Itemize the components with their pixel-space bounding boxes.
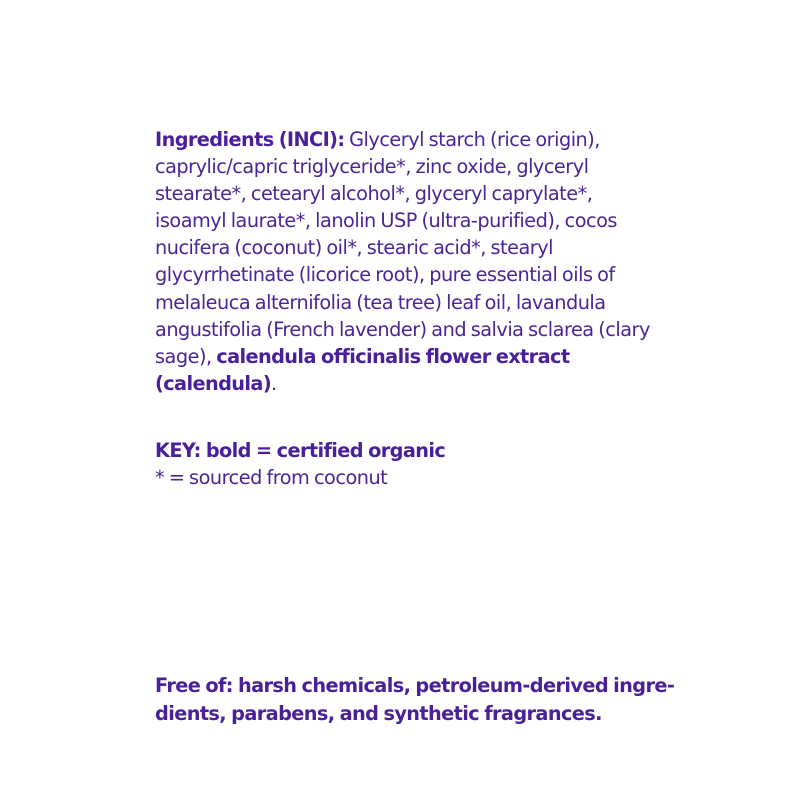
ingredients-label: Ingredients (INCI): <box>155 128 345 151</box>
key-note: * = sourced from coconut <box>155 466 388 490</box>
ingredients-paragraph <box>155 126 650 397</box>
key-legend <box>155 437 650 491</box>
key-title: KEY: bold = certified organic <box>155 439 446 462</box>
organic-ingredient: calendula officinalis flower extract (calendula) <box>155 344 570 395</box>
ingredients-list: Glyceryl starch (rice origin), caprylic/capric triglyceride*, zinc oxide, glyceryl stearate*, cetearyl alcohol*, glyceryl caprylate*, isoamyl laurate*, lanolin USP (ultra-purified), cocos nucifera (coconut) oil*, stearic acid*, stearyl glycyrrhetinate (licorice root), pure essential oils of melaleuca alternifolia (tea tree) leaf oil, lavandula angustifolia (French lavender) and salvia sclarea (clary sage), <box>155 128 650 368</box>
free-of-statement: Free of: harsh chemicals, petroleum-derived ingre-dients, parabens, and synthetic fragrances. <box>155 674 675 725</box>
ingredients-period: . <box>271 371 277 395</box>
